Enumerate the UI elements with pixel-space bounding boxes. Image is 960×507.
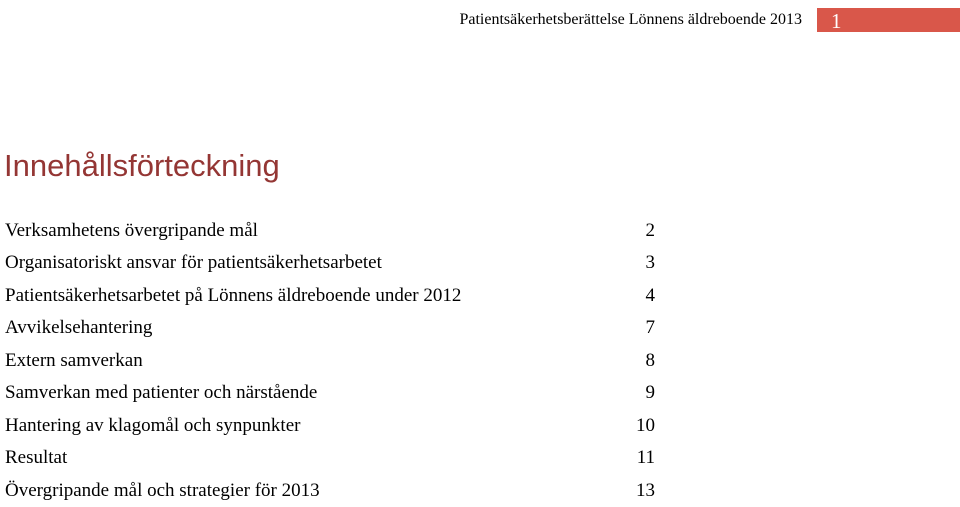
page-number: 1 (831, 9, 842, 33)
toc-entry[interactable] (0, 312, 700, 344)
toc-entry[interactable] (0, 475, 700, 507)
page-header (0, 0, 960, 40)
toc-entry-label: Extern samverkan (5, 350, 143, 371)
toc-entry-label: Övergripande mål och strategier för 2013 (5, 480, 320, 501)
toc-entry-page: 7 (645, 317, 655, 338)
toc-entry-label: Patientsäkerhetsarbetet på Lönnens äldreboende under 2012 (5, 285, 462, 306)
toc-entry[interactable] (0, 442, 700, 474)
toc-title: Innehållsförteckning (4, 148, 280, 183)
toc-entry[interactable] (0, 215, 700, 247)
toc-entry-page: 13 (636, 480, 655, 501)
toc-entry-page: 8 (645, 350, 655, 371)
toc-entry[interactable] (0, 410, 700, 442)
running-header-title: Patientsäkerhetsberättelse Lönnens äldreboende 2013 (459, 11, 802, 28)
toc-entry-label: Verksamhetens övergripande mål (5, 220, 258, 241)
toc-entry-label: Avvikelsehantering (5, 317, 153, 338)
page-number-box (817, 8, 960, 32)
toc-entry-page: 9 (645, 382, 655, 403)
toc-entry[interactable] (0, 345, 700, 377)
toc-entry-label: Organisatoriskt ansvar för patientsäkerhetsarbetet (5, 252, 382, 273)
toc-entry[interactable] (0, 377, 700, 409)
toc-entry-label: Resultat (5, 447, 68, 468)
toc-entry-page: 2 (645, 220, 655, 241)
toc-entry[interactable] (0, 280, 700, 312)
toc-entry-label: Samverkan med patienter och närstående (5, 382, 318, 403)
toc-entry-page: 4 (645, 285, 655, 306)
toc-entry-label: Hantering av klagomål och synpunkter (5, 415, 301, 436)
toc-entry[interactable] (0, 247, 700, 279)
toc-entry-page: 11 (636, 447, 655, 468)
toc-entry-page: 10 (636, 415, 655, 436)
toc-entry-page: 3 (645, 252, 655, 273)
